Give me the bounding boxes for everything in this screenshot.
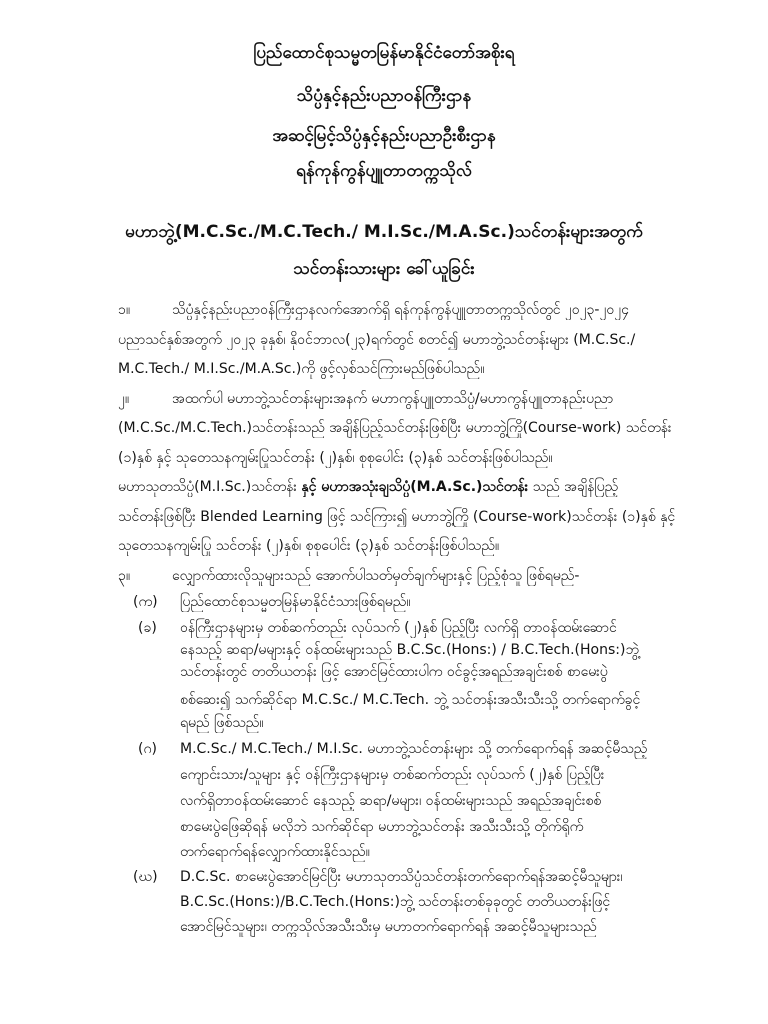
- section-3-number: ၃။: [118, 568, 131, 584]
- item-ga-marker: (ဂ): [138, 741, 157, 757]
- section-2-line-1: အထက်ပါ မဟာဘွဲ့သင်တန်းများအနက် မဟာကွန်ပျူတာသိပ္ပံ/မဟာကွန်ပျူတာနည်းပညာ: [172, 391, 614, 407]
- section-2-number: ၂။: [118, 391, 130, 407]
- government-name: ပြည်ထောင်စုသမ္မတမြန်မာနိုင်ငံတော်အစိုးရ: [253, 43, 515, 63]
- item-ga-line-2: ကျောင်းသား/သူများ နှင့် ဝန်ကြီးဌာနများမှ တစ်ဆက်တည်း လုပ်သက် (၂)နှစ် ပြည့်ပြီး: [180, 767, 605, 783]
- item-kha-marker: (ခ): [138, 620, 157, 636]
- notice-title: မဟာဘွဲ့(M.C.Sc./M.C.Tech./ M.I.Sc./M.A.Sc.)သင်တန်းများအတွက်: [125, 222, 643, 242]
- section-2-line-3: (၁)နှစ် နှင့် သုတေသနကျမ်းပြုသင်တန်း (၂)နှစ်၊ စုစုပေါင်း (၃)နှစ် သင်တန်းဖြစ်ပါသည်။: [118, 450, 553, 466]
- item-gha-line-3: အောင်မြင်သူများ၊ တက္ကသိုလ်အသီးသီးမှ မဟာတက်ရောက်ရန် အဆင့်မီသူများသည်: [180, 919, 597, 935]
- item-kha-line-5: ရမည် ဖြစ်သည်။: [180, 715, 264, 731]
- section-1-number: ၁။: [118, 302, 131, 318]
- misc-course-text: မဟာသုတသိပ္ပံ(M.I.Sc.)သင်တန်း: [118, 479, 302, 495]
- item-kha-line-2: နေသည့် ဆရာ/မများနှင့် ဝန်ထမ်းများသည် B.C.Sc.(Hons:) / B.C.Tech.(Hons:)ဘွဲ့: [180, 642, 639, 658]
- section-1-line-1: သိပ္ပံနှင့်နည်းပညာဝန်ကြီးဌာနလက်အောက်ရှိ ရန်ကုန်ကွန်ပျူတာတက္ကသိုလ်တွင် ၂၀၂၃-၂၀၂၄: [172, 302, 629, 318]
- university-name: ရန်ကုန်ကွန်ပျူတာတက္ကသိုလ်: [296, 161, 472, 181]
- item-ga-line-3: လက်ရှိတာဝန်ထမ်းဆောင် နေသည့် ဆရာ/မများ၊ ဝန်ထမ်းများသည် အရည်အချင်းစစ်: [180, 793, 602, 809]
- item-kha-line-3: သင်တန်းတွင် တတိယတန်း ဖြင့် အောင်မြင်ထားပါက ဝင်ခွင့်အရည်အချင်းစစ် စာမေးပွဲ: [180, 664, 608, 680]
- section-1-line-2: ပညာသင်နှစ်အတွက် ၂၀၂၃ ခုနှစ်၊ နိုဝင်ဘာလ(၂၃)ရက်တွင် စတင်၍ မဟာဘွဲ့သင်တန်းများ (M.C.Sc./: [118, 332, 636, 348]
- section-2-line-5: သင်တန်းဖြစ်ပြီး Blended Learning ဖြင့် သင်ကြား၍ မဟာဘွဲ့ကြို (Course-work)သင်တန်း (၁)နှစ် နှင့်: [118, 509, 676, 525]
- ministry-name: သိပ္ပံနှင့်နည်းပညာဝန်ကြီးဌာန: [296, 86, 472, 106]
- section-2-line-4: [118, 477, 712, 497]
- item-kha-line-1: ဝန်ကြီးဌာနများမှ တစ်ဆက်တည်း လုပ်သက် (၂)နှစ် ပြည့်ပြီး လက်ရှိ တာဝန်ထမ်းဆောင်: [180, 620, 617, 636]
- item-ga-line-4: စာမေးပွဲဖြေဆိုရန် မလိုဘဲ သက်ဆိုင်ရာ မဟာဘွဲ့သင်တန်း အသီးသီးသို့ တိုက်ရိုက်: [180, 819, 584, 835]
- item-gha-line-2: B.C.Sc.(Hons:)/B.C.Tech.(Hons:)ဘွဲ့ သင်တန်းတစ်ခုခုတွင် တတိယတန်းဖြင့်: [180, 894, 611, 910]
- masc-course-bold: နှင့် မဟာအသုံးချသိပ္ပံ(M.A.Sc.)သင်တန်း: [301, 479, 529, 495]
- notice-subtitle: သင်တန်းသားများ ခေါ်ယူခြင်း: [293, 259, 475, 279]
- item-ka-marker: (က): [133, 594, 158, 610]
- section-2-line-2: (M.C.Sc./M.C.Tech.)သင်တန်းသည် အချိန်ပြည့်သင်တန်းဖြစ်ပြီး မဟာဘွဲ့ကြို(Course-work) သင်တန်း: [118, 420, 672, 436]
- section-3-intro: လျှောက်ထားလိုသူများသည် အောက်ပါသတ်မှတ်ချက်များနှင့် ပြည့်စုံသူ ဖြစ်ရမည်-: [172, 568, 580, 584]
- item-ga-line-1: M.C.Sc./ M.C.Tech./ M.I.Sc. မဟာဘွဲ့သင်တန်းများ သို့ တက်ရောက်ရန် အဆင့်မီသည့်: [180, 741, 648, 757]
- item-ga-line-5: တက်ရောက်ရန်လျှောက်ထားနိုင်သည်။: [180, 844, 370, 860]
- item-kha-line-4: စစ်ဆေး၍ သက်ဆိုင်ရာ M.C.Sc./ M.C.Tech. ဘွဲ့ သင်တန်းအသီးသီးသို့ တက်ရောက်ခွင့်: [180, 692, 641, 708]
- item-gha-line-1: D.C.Sc. စာမေးပွဲအောင်မြင်ပြီး မဟာသုတသိပ္ပံသင်တန်းတက်ရောက်ရန်အဆင့်မီသူများ၊: [180, 869, 623, 885]
- department-name: အဆင့်မြင့်သိပ္ပံနှင့်နည်းပညာဦးစီးဌာန: [272, 126, 496, 146]
- section-1-line-3: M.C.Tech./ M.I.Sc./M.A.Sc.)ကို ဖွင့်လှစ်သင်ကြားမည်ဖြစ်ပါသည်။: [118, 361, 485, 377]
- item-ka-line-1: ပြည်ထောင်စုသမ္မတမြန်မာနိုင်ငံသားဖြစ်ရမည်။: [180, 594, 411, 610]
- item-gha-marker: (ဃ): [133, 869, 158, 885]
- section-2-line-6: သုတေသနကျမ်းပြု သင်တန်း (၂)နှစ်၊ စုစုပေါင်း (၃)နှစ် သင်တန်းဖြစ်ပါသည်။: [118, 538, 500, 554]
- section-2-line-4-end: သည် အချိန်ပြည့်: [528, 479, 619, 495]
